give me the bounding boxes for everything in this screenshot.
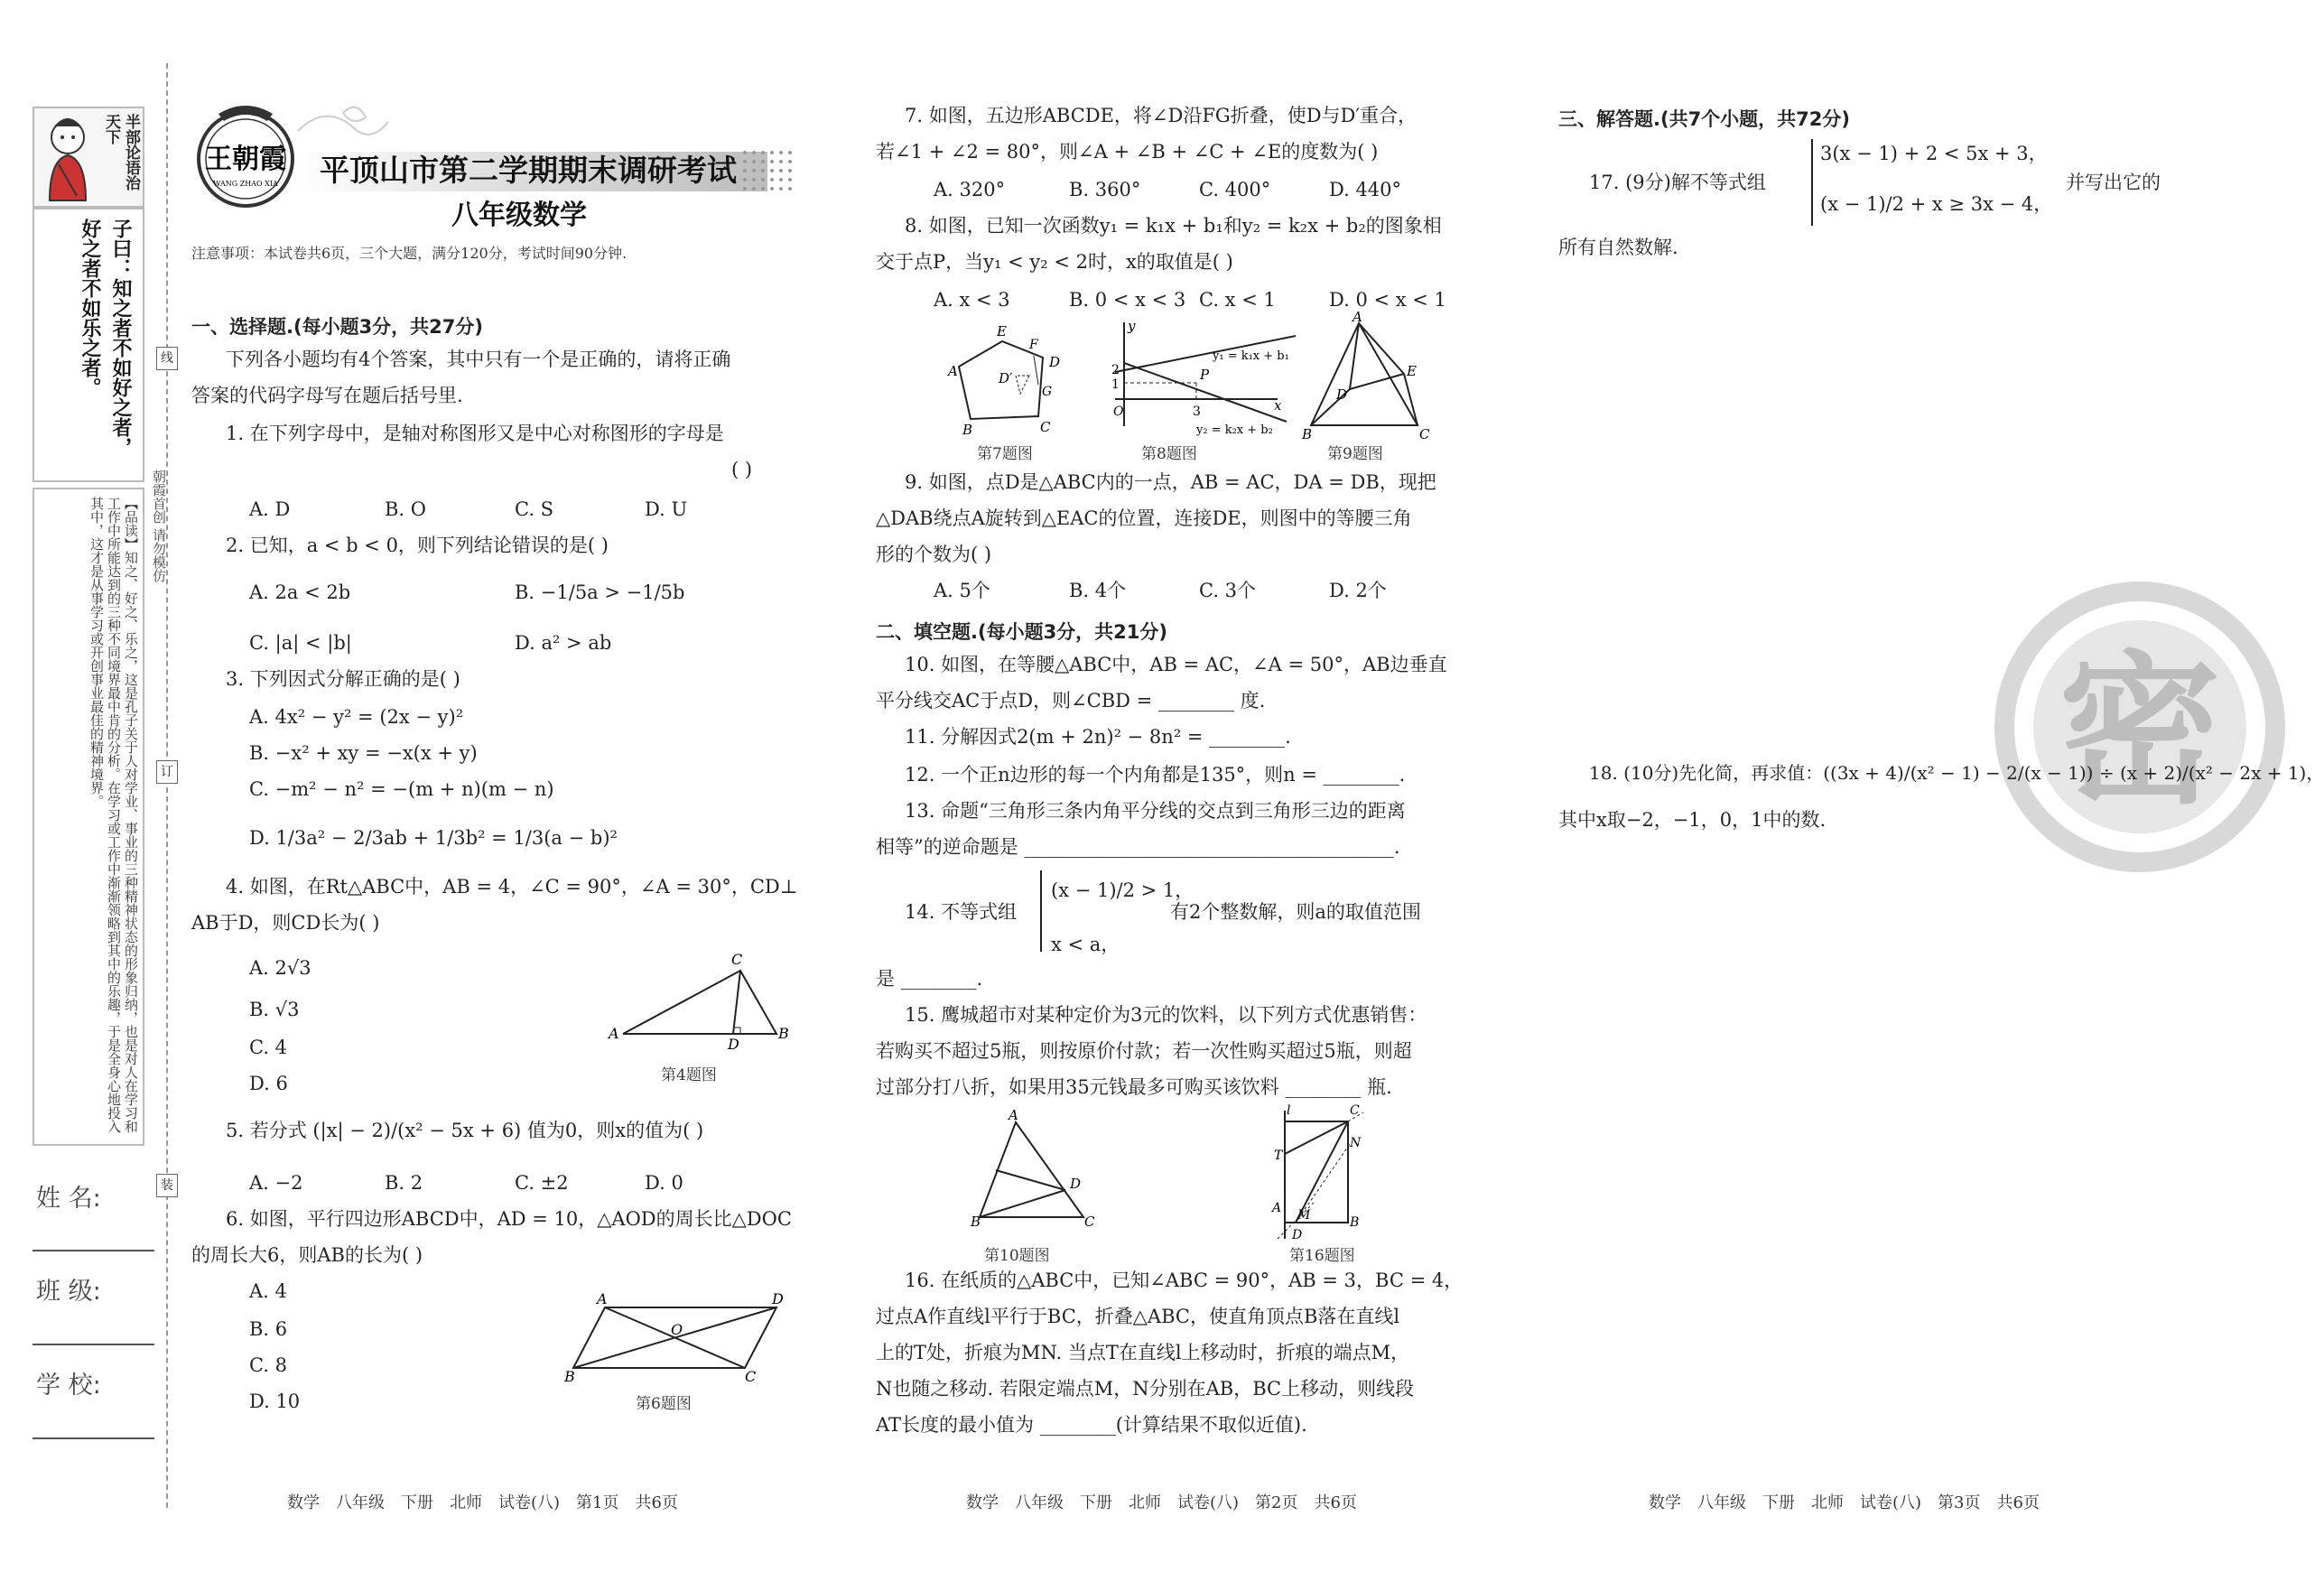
- svg-text:密: 密: [2058, 637, 2222, 826]
- seal-watermark: [1991, 578, 2262, 876]
- svg-text:y₁ = k₁x + b₁: y₁ = k₁x + b₁: [1213, 349, 1289, 363]
- q9-option-d: D. 2个: [1329, 580, 1387, 601]
- svg-text:B: B: [778, 1025, 789, 1042]
- q8-option-c: C. x < 1: [1199, 289, 1276, 311]
- q14-inequality-2: x < a，: [1051, 934, 1120, 955]
- q6-option-c: C. 8: [249, 1354, 288, 1376]
- q12-stem: 12. 一个正n边形的每一个内角都是135°，则n = ________.: [905, 764, 1406, 786]
- svg-text:E: E: [1407, 363, 1417, 379]
- svg-text:王朝霞: 王朝霞: [205, 144, 286, 175]
- q16-stem-line5: AT长度的最小值为 ________(计算结果不取似近值).: [876, 1414, 1307, 1436]
- svg-text:x: x: [1274, 397, 1282, 414]
- svg-text:A: A: [1009, 1107, 1018, 1123]
- q1-stem: 1. 在下列字母中，是轴对称图形又是中心对称图形的字母是: [226, 423, 724, 444]
- q7-option-c: C. 400°: [1199, 179, 1271, 200]
- marker-bind: 装: [156, 1174, 178, 1197]
- svg-text:A: A: [948, 363, 958, 379]
- q9-caption: 第9题图: [1327, 445, 1383, 463]
- svg-text:2: 2: [1111, 363, 1120, 377]
- q6-figure: [564, 1290, 790, 1385]
- q6-stem-line2: 的周长大6，则AB的长为( ): [191, 1244, 423, 1266]
- svg-text:C: C: [1419, 426, 1430, 442]
- q15-stem-line3: 过部分打八折，如果用35元钱最多可购买该饮料 ________ 瓶.: [876, 1076, 1392, 1098]
- svg-text:E: E: [997, 323, 1007, 340]
- svg-text:l: l: [1287, 1103, 1291, 1118]
- margin-quote-box: [33, 208, 144, 482]
- svg-text:C: C: [745, 1368, 757, 1385]
- svg-text:D: D: [1292, 1228, 1303, 1242]
- svg-text:C: C: [1084, 1214, 1095, 1230]
- q17-inequality-1: 3(x − 1) + 2 < 5x + 3，: [1820, 143, 2048, 164]
- q18-stem-line1: 18. (10分)先化简，再求值：((3x + 4)/(x² − 1) − 2/(x − 1)) ÷ (x + 2)/(x² − 2x + 1)，: [1589, 762, 2324, 784]
- school-label: 学 校:: [36, 1372, 101, 1400]
- marker-line: 线: [156, 347, 178, 370]
- name-field[interactable]: [33, 1250, 154, 1251]
- q7-stem-line1: 7. 如图，五边形ABCDE，将∠D沿FG折叠，使D与D′重合，: [905, 105, 1418, 126]
- name-label: 姓 名:: [36, 1185, 101, 1213]
- q7-option-b: B. 360°: [1069, 179, 1141, 200]
- svg-text:A: A: [597, 1290, 608, 1307]
- q7-caption: 第7题图: [977, 445, 1033, 463]
- q8-option-a: A. x < 3: [934, 289, 1010, 311]
- q3-option-d: D. 1/3a² − 2/3ab + 1/3b² = 1/3(a − b)²: [249, 827, 618, 849]
- q17-brace: [1811, 139, 1817, 226]
- q4-stem-line2: AB于D，则CD长为( ): [191, 912, 380, 934]
- q14-stem-line3: 是 ________.: [876, 968, 983, 990]
- q5-stem: 5. 若分式 (|x| − 2)/(x² − 5x + 6) 值为0，则x的值为( ): [226, 1120, 704, 1141]
- svg-text:P: P: [1200, 367, 1210, 383]
- q7-option-d: D. 440°: [1329, 179, 1402, 200]
- q17-inequality-2: (x − 1)/2 + x ≥ 3x − 4，: [1820, 193, 2053, 215]
- q9-stem-line1: 9. 如图，点D是△ABC内的一点，AB = AC，DA = DB，现把: [905, 471, 1436, 493]
- q13-stem-line2: 相等”的逆命题是 _______________________________________.: [876, 836, 1400, 858]
- svg-text:D: D: [728, 1036, 739, 1053]
- svg-text:y: y: [1128, 318, 1136, 334]
- q13-stem-line1: 13. 命题“三角形三条内角平分线的交点到三角形三边的距离: [905, 800, 1406, 822]
- q10-caption: 第10题图: [984, 1247, 1050, 1265]
- q1-option-d: D. U: [645, 498, 688, 520]
- q14-stem-prefix: 14. 不等式组: [905, 901, 1018, 923]
- svg-text:y₂ = k₂x + b₂: y₂ = k₂x + b₂: [1196, 423, 1273, 437]
- section-3-heading: 三、解答题.(共7个小题，共72分): [1558, 108, 1851, 130]
- section-1-intro-line1: 下列各小题均有4个答案，其中只有一个是正确的，请将正确: [226, 349, 731, 370]
- page-1-footer: 数学 八年级 下册 北师 试卷(八) 第1页 共6页: [287, 1493, 678, 1512]
- seal-icon: [1991, 578, 2262, 876]
- q2-option-b: B. −1/5a > −1/5b: [515, 581, 685, 603]
- class-field[interactable]: [33, 1344, 154, 1345]
- q15-stem-line1: 15. 鹰城超市对某种定价为3元的饮料，以下列方式优惠销售：: [905, 1004, 1427, 1026]
- q2-option-d: D. a² > ab: [515, 632, 612, 654]
- section-2-heading: 二、填空题.(每小题3分，共21分): [876, 621, 1168, 643]
- q8-figure: [1106, 318, 1318, 435]
- q3-option-c: C. −m² − n² = −(m + n)(m − n): [249, 778, 554, 800]
- q9-figure: [1300, 309, 1436, 442]
- q5-option-c: C. ±2: [515, 1172, 569, 1194]
- svg-text:B: B: [1302, 426, 1313, 442]
- header-ribbon-decoration: [289, 95, 397, 158]
- q3-stem: 3. 下列因式分解正确的是( ): [226, 668, 460, 690]
- margin-quote: 子曰：知之者不如好之者，好之者不如乐之者。: [79, 219, 132, 457]
- margin-badge: [33, 107, 144, 208]
- q8-option-b: B. 0 < x < 3: [1069, 289, 1186, 311]
- svg-text:1: 1: [1111, 377, 1120, 392]
- q14-brace: [1040, 870, 1046, 952]
- svg-text:A: A: [1353, 309, 1362, 325]
- q16-stem-line4: N也随之移动. 若限定端点M，N分别在AB，BC上移动，则线段: [876, 1378, 1415, 1400]
- svg-text:O: O: [671, 1321, 683, 1338]
- q8-option-d: D. 0 < x < 1: [1329, 289, 1446, 311]
- q16-caption: 第16题图: [1289, 1247, 1355, 1265]
- q16-stem-line3: 上的T处，折痕为MN. 当点T在直线l上移动时，折痕的端点M，: [876, 1342, 1410, 1363]
- page-2-footer: 数学 八年级 下册 北师 试卷(八) 第2页 共6页: [966, 1493, 1357, 1512]
- svg-text:D: D: [772, 1290, 784, 1307]
- q4-option-a: A. 2√3: [249, 957, 311, 979]
- q16-stem-line2: 过点A作直线l平行于BC，折叠△ABC，使直角顶点B落在直线l: [876, 1306, 1400, 1327]
- svg-text:F: F: [1029, 338, 1038, 352]
- confucius-icon: [36, 110, 99, 204]
- svg-text:B: B: [971, 1214, 981, 1230]
- section-1-heading: 一、选择题.(每小题3分，共27分): [191, 316, 484, 338]
- q7-option-a: A. 320°: [934, 179, 1006, 200]
- exam-title: 平顶山市第二学期期末调研考试: [320, 153, 737, 188]
- q14-stem-suffix: 有2个整数解，则a的取值范围: [1170, 901, 1421, 923]
- svg-text:D′: D′: [999, 370, 1013, 386]
- q8-stem-line1: 8. 如图，已知一次函数y₁ = k₁x + b₁和y₂ = k₂x + b₂的图象相: [905, 215, 1442, 237]
- svg-text:B: B: [962, 422, 973, 438]
- svg-text:T: T: [1274, 1149, 1283, 1163]
- q7-stem-line2: 若∠1 + ∠2 = 80°，则∠A + ∠B + ∠C + ∠E的度数为( ): [876, 141, 1379, 163]
- svg-text:D: D: [1049, 354, 1061, 370]
- svg-text:C: C: [1040, 419, 1051, 435]
- q11-stem: 11. 分解因式2(m + 2n)² − 8n² = ________.: [905, 726, 1291, 748]
- svg-text:WANG ZHAO XIA: WANG ZHAO XIA: [213, 180, 278, 188]
- svg-text:D: D: [1070, 1176, 1082, 1192]
- logo-emblem: [191, 98, 300, 210]
- binding-line: [166, 63, 168, 1508]
- q6-option-a: A. 4: [249, 1280, 287, 1302]
- q6-option-d: D. 10: [249, 1391, 301, 1412]
- q16-stem-line1: 16. 在纸质的△ABC中，已知∠ABC = 90°，AB = 3，BC = 4，: [905, 1270, 1464, 1291]
- svg-text:B: B: [1350, 1215, 1360, 1230]
- svg-text:M: M: [1297, 1208, 1311, 1223]
- q3-option-b: B. −x² + xy = −x(x + y): [249, 742, 478, 764]
- svg-text:A: A: [1272, 1201, 1282, 1215]
- q7-figure: [948, 321, 1083, 439]
- q5-option-b: B. 2: [385, 1172, 423, 1194]
- section-1-intro-line2: 答案的代码字母写在题后括号里.: [191, 385, 463, 406]
- q17-stem-suffix: 并写出它的: [2066, 172, 2161, 193]
- q17-stem-prefix: 17. (9分)解不等式组: [1589, 172, 1766, 193]
- binding-margin: [0, 0, 172, 1572]
- q2-option-a: A. 2a < 2b: [249, 581, 351, 603]
- q4-figure: [605, 948, 789, 1053]
- svg-text:N: N: [1350, 1136, 1362, 1150]
- q3-option-a: A. 4x² − y² = (2x − y)²: [249, 706, 464, 728]
- svg-text:O: O: [1113, 405, 1124, 419]
- margin-copyright: 朝霞首创 请勿模仿: [151, 470, 167, 582]
- q5-option-d: D. 0: [645, 1172, 683, 1194]
- q14-inequality-1: (x − 1)/2 > 1，: [1051, 879, 1195, 901]
- q8-stem-line2: 交于点P，当y₁ < y₂ < 2时，x的取值是( ): [876, 251, 1233, 273]
- svg-text:3: 3: [1193, 405, 1201, 419]
- q15-stem-line2: 若购买不超过5瓶，则按原价付款；若一次性购买超过5瓶，则超: [876, 1040, 1412, 1062]
- q9-option-a: A. 5个: [934, 580, 990, 601]
- marker-staple: 订: [156, 760, 178, 784]
- q1-option-a: A. D: [249, 498, 291, 520]
- svg-text:C: C: [1350, 1103, 1360, 1118]
- q4-stem-line1: 4. 如图，在Rt△ABC中，AB = 4，∠C = 90°，∠A = 30°，CD⊥: [226, 876, 798, 898]
- q17-stem-line2: 所有自然数解.: [1558, 237, 1678, 258]
- q2-option-c: C. |a| < |b|: [249, 632, 352, 654]
- svg-text:C: C: [731, 951, 743, 968]
- q4-option-c: C. 4: [249, 1037, 288, 1058]
- school-field[interactable]: [33, 1437, 154, 1439]
- svg-text:G: G: [1042, 385, 1053, 399]
- q16-figure: [1260, 1103, 1386, 1248]
- q1-option-b: B. O: [385, 498, 426, 520]
- q9-stem-line2: △DAB绕点A旋转到△EAC的位置，连接DE，则图中的等腰三角: [876, 507, 1412, 529]
- q10-stem-line2: 平分线交AC于点D，则∠CBD = ________ 度.: [876, 690, 1266, 712]
- svg-text:A: A: [609, 1025, 619, 1042]
- exam-notice: 注意事项：本试卷共6页，三个大题，满分120分，考试时间90分钟.: [191, 245, 627, 262]
- title-bar-dots: [740, 148, 795, 195]
- header-logo: [191, 98, 300, 210]
- q4-caption: 第4题图: [661, 1066, 717, 1084]
- svg-text:B: B: [564, 1368, 575, 1385]
- q9-option-b: B. 4个: [1069, 580, 1127, 601]
- q8-caption: 第8题图: [1141, 445, 1197, 463]
- q9-stem-line3: 形的个数为( ): [876, 544, 992, 565]
- q5-option-a: A. −2: [249, 1172, 303, 1194]
- q10-stem-line1: 10. 如图，在等腰△ABC中，AB = AC，∠A = 50°，AB边垂直: [905, 654, 1447, 675]
- q6-caption: 第6题图: [636, 1395, 692, 1413]
- margin-reading: 【品读】知之、好之、乐之，这是孔子关于人对学业、事业的三种精神状态的形象归纳，也是对人在学习和工作中所能达到的三种不同境界最中肯的分析。在学习或工作中渐渐领略到其中的乐趣，于是全身心地投入其中，这才是从事学习或开创事业最佳的精神境界。: [88, 497, 139, 1133]
- svg-text:D: D: [1336, 386, 1348, 403]
- q18-stem-line2: 其中x取−2，−1，0，1中的数.: [1558, 809, 1827, 831]
- q10-figure: [971, 1107, 1097, 1230]
- margin-reading-box: [33, 488, 144, 1146]
- q4-option-b: B. √3: [249, 999, 300, 1020]
- q6-option-b: B. 6: [249, 1318, 288, 1340]
- margin-badge-text: 半部论语治天下: [102, 114, 140, 191]
- q1-answer-paren: ( ): [731, 459, 753, 480]
- q1-option-c: C. S: [515, 498, 554, 520]
- q6-stem-line1: 6. 如图，平行四边形ABCD中，AD = 10，△AOD的周长比△DOC: [226, 1208, 792, 1230]
- class-label: 班 级:: [36, 1278, 101, 1306]
- q4-option-d: D. 6: [249, 1073, 288, 1094]
- q9-option-c: C. 3个: [1199, 580, 1257, 601]
- exam-subtitle: 八年级数学: [451, 200, 587, 231]
- page-3-footer: 数学 八年级 下册 北师 试卷(八) 第3页 共6页: [1649, 1493, 2040, 1512]
- q2-stem: 2. 已知，a < b < 0，则下列结论错误的是( ): [226, 535, 609, 556]
